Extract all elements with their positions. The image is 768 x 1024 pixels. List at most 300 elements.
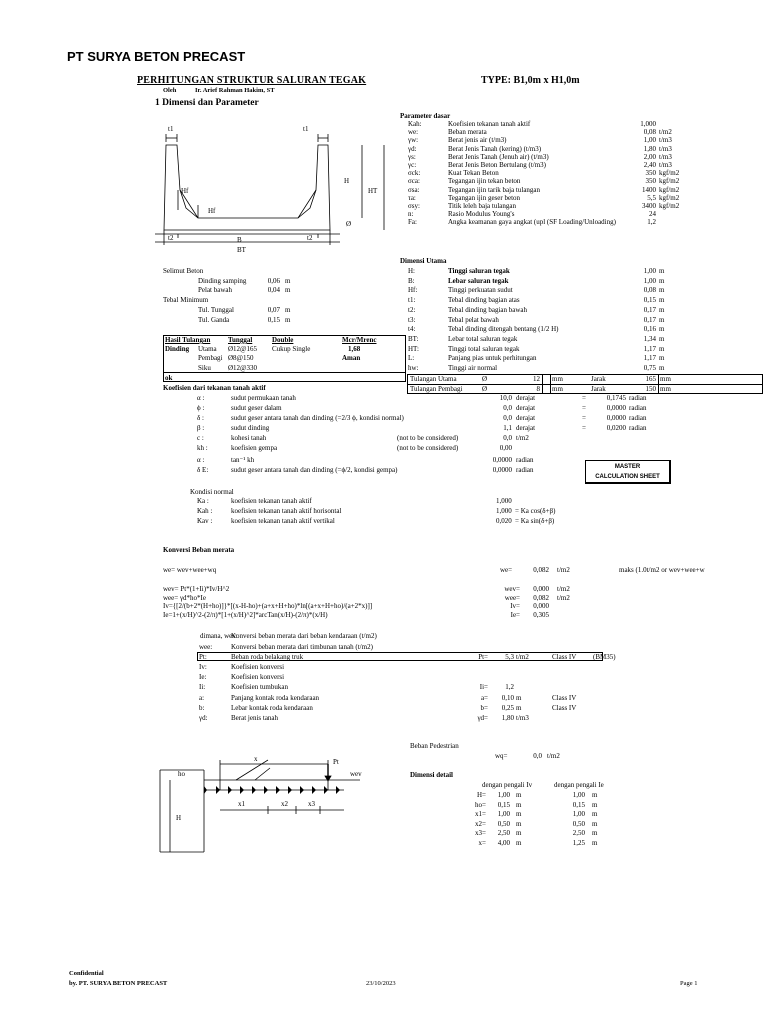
- koef-runit: radian: [629, 414, 647, 422]
- dimensi-detail-title: Dimensi detail: [410, 771, 453, 779]
- dim-val: 1,17: [643, 354, 656, 363]
- dim-sym: B:: [408, 276, 415, 285]
- label-t1-left: t1: [168, 125, 174, 133]
- dim-sym: H:: [408, 267, 415, 275]
- param-unit: kgf/m2: [659, 177, 680, 186]
- section-title: 1 Dimensi dan Parameter: [155, 98, 259, 108]
- dimana-sym: wee:: [199, 643, 213, 651]
- dim-val: 1,17: [643, 344, 656, 353]
- dd-v2: 0,15: [572, 800, 585, 809]
- koef-sym: δ :: [197, 414, 204, 422]
- koef-val: 0,00: [499, 444, 512, 452]
- dimensi-utama-title: Dimensi Utama: [400, 257, 447, 265]
- hasil-dinding: Dinding: [165, 345, 190, 353]
- dim-unit: m: [659, 344, 665, 353]
- koef-val: 0,0000: [492, 466, 512, 474]
- dd-v1: 0,15: [497, 800, 510, 809]
- koef-val: 0,0: [503, 434, 512, 442]
- koef-sym: c :: [197, 434, 204, 442]
- param-val: 2,00: [643, 152, 656, 161]
- koef-unit: derajat: [516, 424, 536, 432]
- dimana-cls: Class IV: [552, 653, 577, 661]
- footer-date: 23/10/2023: [366, 980, 396, 987]
- tulangan-pembagi-vunit: mm: [660, 385, 671, 393]
- koef-runit: radian: [629, 424, 647, 432]
- footer-confidential: Confidential: [69, 970, 104, 977]
- dim-val: 1,00: [643, 276, 656, 285]
- footer-page: Page 1: [680, 980, 698, 987]
- param-val: 1,2: [647, 218, 656, 227]
- dim-unit: m: [659, 296, 665, 305]
- hasil-row-3-b: Ø12@330: [228, 364, 258, 372]
- dim-sym: t4:: [408, 325, 416, 334]
- label-Hf-1: Hf: [181, 187, 189, 195]
- param-sym: γs:: [408, 152, 416, 161]
- kondisi-extra: = Ka sin(δ+β): [515, 517, 555, 525]
- tebal-row-2-label: Tul. Ganda: [198, 316, 230, 324]
- label-H: H: [344, 177, 350, 185]
- dd-v1: 2,50: [497, 829, 510, 838]
- pedestrian-val: 0,0: [533, 752, 542, 760]
- koef-unit: derajat: [516, 394, 536, 402]
- kondisi-val: 0,020: [496, 517, 512, 525]
- dimana-unit: m: [516, 704, 522, 712]
- dimana-lbl: γd=: [477, 714, 488, 722]
- koef-desc: sudut permukaan tanah: [231, 394, 296, 402]
- dim-val: 0,16: [643, 325, 656, 334]
- selimut-row-2-unit: m: [285, 286, 291, 294]
- param-val: 1,00: [643, 136, 656, 145]
- koef-sym: ϕ :: [197, 404, 205, 412]
- doc-type: TYPE: B1,0m x H1,0m: [481, 75, 580, 86]
- param-sym: n:: [408, 210, 414, 219]
- koef-unit: derajat: [516, 404, 536, 412]
- hasil-row-2-a: Pembagi: [198, 354, 223, 362]
- dd-v2: 2,50: [572, 829, 585, 838]
- label-HT: HT: [368, 187, 378, 195]
- dimana-sym: Ie:: [199, 673, 207, 681]
- param-sym: σca:: [408, 177, 420, 186]
- dim-val: 0,08: [643, 286, 656, 295]
- dd-unit-1: m: [516, 800, 522, 809]
- dd-unit-1: m: [516, 829, 522, 838]
- koef-rad: 0,1745: [606, 394, 626, 402]
- param-desc: Angka keamanan gaya angkat (upl (SF Loading/Unloading): [448, 218, 616, 227]
- hasil-row-1-a: Utama: [198, 345, 217, 353]
- koef-val: 0,0: [503, 404, 512, 412]
- dim-desc: Tinggi perkuatan sudut: [448, 286, 513, 295]
- koef-sym: kh :: [197, 444, 208, 452]
- ld-H: H: [176, 814, 182, 822]
- dd-unit-2: m: [592, 839, 598, 847]
- koef-eq: =: [582, 414, 586, 422]
- dimana-lbl: Pt=: [478, 653, 488, 661]
- dd-unit-1: m: [516, 810, 522, 819]
- koef-desc: tan⁻¹ kh: [231, 456, 255, 464]
- tebal-row-2-val: 0,15: [267, 316, 280, 324]
- hasil-ok: ok: [165, 374, 173, 382]
- dimana-cls: Class IV: [552, 694, 577, 702]
- dd-lbl: x1=: [475, 810, 486, 819]
- hasil-row-3-a: Siku: [198, 364, 211, 372]
- kondisi-val: 1,000: [496, 497, 512, 505]
- formula-text: wev= Pt*(1+Ii)*Iv/H^2: [163, 585, 230, 593]
- konversi-eq1-unit: t/m2: [557, 566, 570, 574]
- dimana-val: 1,2: [505, 683, 514, 691]
- pedestrian-label: Beban Pedestrian: [410, 742, 459, 750]
- dd-unit-1: m: [516, 819, 522, 828]
- selimut-title: Selimut Beton: [163, 267, 204, 275]
- tulangan-pembagi-label: Tulangan Pembagi: [410, 385, 463, 393]
- param-val: 1400: [642, 185, 656, 194]
- dimana-lbl: a=: [480, 694, 488, 702]
- koef-desc: kohesi tanah: [231, 434, 267, 442]
- koef-sym: α :: [197, 456, 205, 464]
- dd-v1: 4,00: [497, 839, 510, 847]
- dimana-ref: (BM35): [593, 653, 616, 661]
- tulangan-utama-val: 165: [645, 375, 656, 383]
- ld-x3: x3: [308, 800, 315, 808]
- pedestrian-lbl: wq=: [495, 752, 508, 760]
- param-unit: kgf/m2: [659, 185, 680, 194]
- dim-sym: L:: [408, 354, 415, 363]
- param-sym: σck:: [408, 169, 421, 178]
- koef-runit: radian: [629, 394, 647, 402]
- dim-val: 0,17: [643, 305, 656, 314]
- formula-val: 0,000: [533, 585, 549, 593]
- koef-eq: =: [582, 404, 586, 412]
- dimana-desc: Panjang kontak roda kendaraan: [231, 694, 320, 702]
- ld-wev: wev: [350, 770, 362, 778]
- tebal-row-1-unit: m: [285, 306, 291, 314]
- param-desc: Beban merata: [448, 128, 487, 137]
- dim-desc: Tinggi saluran tegak: [448, 267, 510, 275]
- kondisi-title: Kondisi normal: [190, 488, 234, 496]
- dim-unit: m: [659, 286, 665, 295]
- dimana-lbl: b=: [480, 704, 488, 712]
- label-theta: Ø: [346, 220, 352, 228]
- selimut-row-2-val: 0,04: [267, 286, 280, 294]
- dd-lbl: x2=: [475, 819, 486, 828]
- koef-val: 0,0000: [492, 456, 512, 464]
- footer-by: by. PT. SURYA BETON PRECAST: [69, 980, 168, 987]
- pedestrian-unit: t/m2: [547, 752, 560, 760]
- param-val: 1,80: [643, 144, 656, 153]
- dimana-val: 0,10: [501, 694, 514, 702]
- koef-val: 0,0: [503, 414, 512, 422]
- tulangan-pembagi-dia: Ø: [482, 385, 488, 393]
- selimut-row-2-label: Pelat bawah: [198, 286, 233, 294]
- param-desc: Berat Jenis Tanah (kering) (t/m3): [448, 144, 542, 153]
- label-t2-right: t2: [307, 234, 313, 242]
- kondisi-sym: Ka :: [197, 497, 209, 505]
- koef-eq: =: [582, 394, 586, 402]
- formula-lbl: Ie=: [510, 610, 520, 619]
- tulangan-pembagi-val: 150: [645, 385, 656, 393]
- param-unit: t/m3: [659, 144, 672, 153]
- dimana-sym: Pt:: [199, 653, 207, 661]
- param-desc: Berat Jenis Tanah (Jenuh air) (t/m3): [448, 152, 549, 161]
- koef-unit: radian: [516, 456, 534, 464]
- dd-unit-2: m: [592, 829, 598, 838]
- param-desc: Rasio Modulus Young's: [448, 210, 515, 219]
- param-sym: τa:: [408, 193, 416, 202]
- kondisi-extra: = Ka cos(δ+β): [515, 507, 556, 515]
- formula-text: Ie=1+(x/H)^2-(2/π)*[1+(x/H)^2]*arcTan(x/H)-(2/π)*(x/H): [163, 610, 328, 619]
- dimana-desc: Beban roda belakang truk: [231, 653, 304, 661]
- dimana-cls: Class IV: [552, 704, 577, 712]
- oleh-label: Oleh: [163, 87, 177, 94]
- author: Ir. Arief Rahman Hakim, ST: [195, 87, 275, 94]
- koef-title: Koefisien dari tekanan tanah aktif: [163, 384, 266, 392]
- hasil-row-2-d: Aman: [342, 354, 361, 362]
- tebal-title: Tebal Minimum: [163, 296, 209, 304]
- kondisi-desc: koefisien tekanan tanah aktif vertikal: [231, 517, 335, 525]
- dim-desc: Tebal dinding bagian bawah: [448, 305, 528, 314]
- label-Hf-2: Hf: [208, 207, 216, 215]
- dim-sym: t2:: [408, 305, 416, 314]
- dimana-unit: t/m2: [516, 653, 529, 661]
- konversi-eq1-lbl: we=: [500, 566, 513, 574]
- param-sym: σsa:: [408, 185, 420, 194]
- koef-rad: 0,0200: [606, 424, 626, 432]
- dim-desc: Tebal dinding bagian atas: [448, 296, 520, 305]
- dim-unit: m: [659, 334, 665, 343]
- dim-desc: Tinggi total saluran tegak: [448, 344, 520, 353]
- param-desc: Kuat Tekan Beton: [448, 169, 499, 178]
- konversi-eq1-val: 0,082: [533, 566, 549, 574]
- dim-sym: HT:: [408, 344, 419, 353]
- param-desc: Titik leleh baja tulangan: [448, 202, 516, 210]
- dimana-desc: Koefisien konversi: [231, 673, 285, 681]
- koef-val: 10,0: [499, 394, 512, 402]
- koef-sym: α :: [197, 394, 205, 402]
- dd-v2: 1,00: [572, 791, 585, 799]
- dimana-val: 1,80: [501, 714, 514, 722]
- dimana-sym: a:: [199, 694, 205, 702]
- koef-desc: sudut geser antara tanah dan dinding (=ϕ/2, kondisi gempa): [231, 466, 398, 474]
- dd-v2: 0,50: [572, 819, 585, 828]
- tulangan-utama-unit: mm: [552, 375, 563, 383]
- tulangan-pembagi-size: 8: [536, 385, 540, 393]
- parameter-dasar-title: Parameter dasar: [400, 112, 451, 120]
- dimana-val: 0,25: [501, 704, 514, 712]
- tulangan-utama-size: 12: [533, 375, 540, 383]
- konversi-eq1: we= wev+wee+wq: [163, 566, 217, 574]
- hasil-row-1-c: Cukup Single: [272, 345, 311, 353]
- param-val: 3400: [642, 202, 656, 210]
- dim-unit: m: [659, 325, 665, 334]
- dim-unit: m: [659, 315, 665, 324]
- formula-val: 0,000: [533, 602, 549, 610]
- koef-rad: 0,0000: [606, 404, 626, 412]
- koef-note: (not to be considered): [397, 434, 459, 442]
- hasil-head-a: Hasil Tulangan: [165, 336, 211, 344]
- dim-sym: t1:: [408, 296, 416, 305]
- dimana-val: 5,3: [505, 653, 514, 661]
- param-sym: γc:: [408, 161, 417, 169]
- dimana-desc: Koefisien konversi: [231, 663, 285, 671]
- param-desc: Tegangan ijin tekan beton: [448, 177, 521, 186]
- param-val: 2,40: [643, 161, 656, 169]
- param-unit: kgf/m2: [659, 193, 680, 202]
- tebal-row-1-val: 0,07: [267, 306, 280, 314]
- tulangan-pembagi-unit: mm: [552, 385, 563, 393]
- dim-sym: hw:: [408, 364, 419, 372]
- param-val: 24: [649, 210, 656, 219]
- param-val: 1,000: [640, 120, 656, 128]
- dimana-desc: Lebar kontak roda kendaraan: [231, 704, 313, 712]
- param-unit: kgf/m2: [659, 169, 680, 178]
- dd-lbl: x=: [478, 839, 486, 847]
- dimana-label: dimana, wev:: [200, 632, 238, 640]
- kondisi-sym: Kah :: [197, 507, 213, 515]
- param-desc: Tegangan ijin geser beton: [448, 193, 521, 202]
- ld-Pt: Pt: [333, 758, 339, 766]
- formula-lbl: wev=: [504, 585, 520, 593]
- formula-unit: t/m2: [557, 593, 570, 602]
- koef-unit: radian: [516, 466, 534, 474]
- koef-runit: radian: [629, 404, 647, 412]
- dd-lbl: H=: [476, 791, 486, 799]
- formula-unit: t/m2: [557, 585, 570, 593]
- ld-x2: x2: [281, 800, 288, 808]
- label-B: B: [237, 236, 242, 244]
- hasil-head-c: Double: [272, 336, 294, 344]
- dim-unit: m: [659, 276, 665, 285]
- koef-desc: sudut dinding: [231, 424, 270, 432]
- koef-rad: 0,0000: [606, 414, 626, 422]
- koef-unit: t/m2: [516, 434, 529, 442]
- param-val: 350: [645, 177, 656, 186]
- koef-val: 1,1: [503, 424, 512, 432]
- dim-unit: m: [659, 305, 665, 314]
- param-desc: Berat Jenis Beton Bertulang (t/m3): [448, 161, 546, 169]
- koef-desc: sudut geser antara tanah dan dinding (=2/3 ϕ, kondisi normal): [231, 414, 404, 422]
- konversi-eq1-note: maks (1.0t/m2 or wev+wee+w: [619, 566, 705, 574]
- selimut-row-1-val: 0,06: [267, 277, 280, 285]
- dd-lbl: ho=: [475, 800, 486, 809]
- dim-val: 0,17: [643, 315, 656, 324]
- dimana-sym: b:: [199, 704, 205, 712]
- param-desc: Tegangan ijin tarik baja tulangan: [448, 185, 541, 194]
- dim-val: 0,75: [643, 364, 656, 372]
- kondisi-val: 1,000: [496, 507, 512, 515]
- dd-v2: 1,25: [572, 839, 585, 847]
- param-unit: t/m3: [659, 136, 672, 145]
- dim-val: 0,15: [643, 296, 656, 305]
- dimana-desc: Berat jenis tanah: [231, 714, 279, 722]
- formula-lbl: Iv=: [510, 602, 520, 610]
- dim-unit: m: [659, 354, 665, 363]
- kondisi-desc: koefisien tekanan tanah aktif: [231, 497, 312, 505]
- label-t2-left: t2: [168, 234, 174, 242]
- dimana-sym: Ii:: [199, 683, 206, 691]
- dim-desc: Panjang pias untuk perhitungan: [448, 354, 537, 363]
- formula-lbl: wee=: [504, 593, 520, 602]
- param-val: 0,08: [643, 128, 656, 137]
- tebal-row-2-unit: m: [285, 316, 291, 324]
- hasil-row-2-b: Ø8@150: [228, 354, 254, 362]
- selimut-row-1-label: Dinding samping: [198, 277, 247, 285]
- formula-val: 0,305: [533, 610, 549, 619]
- dimana-lbl: Ii=: [479, 683, 488, 691]
- dimana-unit: t/m3: [516, 714, 529, 722]
- tulangan-utama-dia: Ø: [482, 375, 488, 383]
- koef-unit: derajat: [516, 414, 536, 422]
- dd-col1: dengan pengali Iv: [482, 781, 533, 789]
- dimana-sym: Iv:: [199, 663, 207, 671]
- dd-v1: 1,00: [497, 791, 510, 799]
- hasil-row-1-b: Ø12@165: [228, 345, 258, 353]
- dimana-unit: m: [516, 694, 522, 702]
- dim-desc: Tebal pelat bawah: [448, 315, 499, 324]
- dim-sym: t3:: [408, 315, 416, 324]
- param-unit: kgf/m2: [659, 202, 680, 210]
- dim-desc: Tebal dinding ditengah bentang (1/2 H): [448, 325, 559, 334]
- dd-unit-1: m: [516, 791, 522, 799]
- selimut-row-1-unit: m: [285, 277, 291, 285]
- koef-sym: δ E:: [197, 466, 209, 474]
- param-sym: γd:: [408, 144, 417, 153]
- koef-desc: koefisien gempa: [231, 444, 278, 452]
- dim-desc: Tinggi air normal: [448, 364, 498, 372]
- param-unit: t/m3: [659, 152, 672, 161]
- dd-unit-2: m: [592, 800, 598, 809]
- dd-unit-2: m: [592, 819, 598, 828]
- dd-v2: 1,00: [572, 810, 585, 819]
- param-val: 5,5: [647, 193, 656, 202]
- tulangan-utama-vunit: mm: [660, 375, 671, 383]
- tulangan-utama-jarak: Jarak: [591, 375, 606, 383]
- label-t1-right: t1: [303, 125, 309, 133]
- koef-eq: =: [582, 424, 586, 432]
- ld-x: x: [254, 755, 258, 763]
- kondisi-desc: koefisien tekanan tanah aktif horisontal: [231, 507, 342, 515]
- company-name: PT SURYA BETON PRECAST: [67, 49, 246, 64]
- konversi-title: Konversi Beban merata: [163, 546, 235, 554]
- dimana-desc: Konversi beban merata dari timbunan tanah (t/m2): [231, 643, 373, 651]
- tebal-row-1-label: Tul. Tunggal: [198, 306, 234, 314]
- ld-x1: x1: [238, 800, 245, 808]
- koef-desc: sudut geser dalam: [231, 404, 282, 412]
- param-sym: we:: [408, 128, 419, 137]
- dd-col2: dengan pengali Ie: [554, 781, 604, 789]
- hasil-row-1-d: 1,68: [348, 345, 361, 353]
- koef-sym: β :: [197, 424, 205, 432]
- doc-title: PERHITUNGAN STRUKTUR SALURAN TEGAK: [137, 75, 367, 86]
- param-sym: Fa:: [408, 218, 417, 227]
- kondisi-sym: Kav :: [197, 517, 213, 525]
- formula-text: wee= γd*ho*Ie: [163, 593, 206, 602]
- dimana-sym: γd:: [199, 714, 208, 722]
- label-BT: BT: [237, 246, 246, 254]
- dd-lbl: x3=: [475, 829, 486, 838]
- param-sym: Kah:: [408, 120, 422, 128]
- dim-unit: m: [659, 267, 665, 275]
- dd-unit-1: m: [516, 839, 522, 847]
- master-calc-badge: MASTER CALCULATION SHEET: [585, 460, 671, 484]
- param-desc: Berat jenis air (t/m3): [448, 136, 507, 145]
- dim-unit: m: [659, 364, 665, 372]
- dimana-desc: Koefisien tumbukan: [231, 683, 288, 691]
- dim-sym: BT:: [408, 334, 419, 343]
- param-sym: γw:: [408, 136, 419, 145]
- dim-val: 1,34: [643, 334, 656, 343]
- formula-text: Iv={[2/(b+2*(H+ho)]}*[(x-H-ho)+(a+x+H+ho)*ln[(a+x+H+ho)/(a+2*x)]]: [163, 602, 373, 610]
- hasil-head-d: Mcr/Mrenc: [342, 336, 377, 344]
- param-val: 350: [645, 169, 656, 178]
